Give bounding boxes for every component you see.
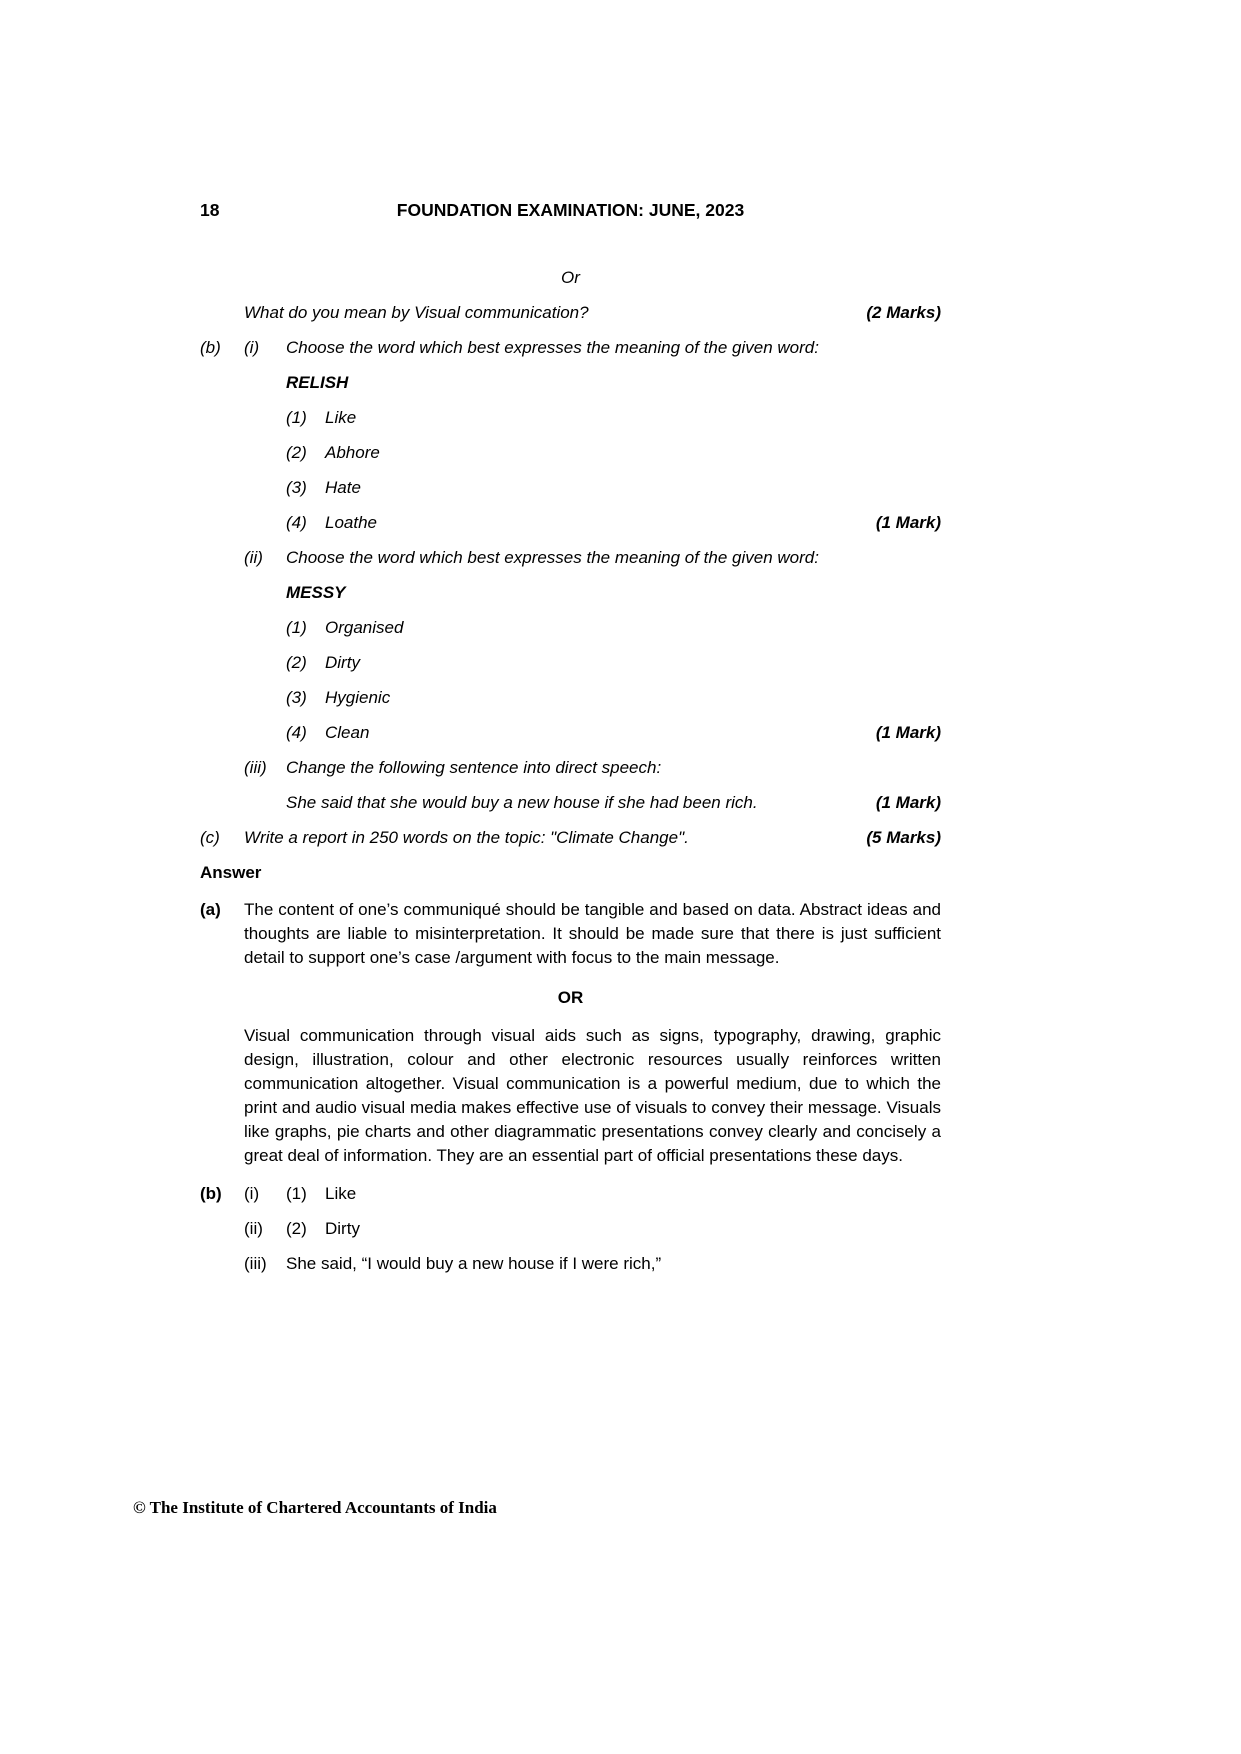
sentence-row (200, 793, 941, 813)
part-iii-prompt: Change the following sentence into direct speech: (286, 758, 662, 777)
option-row (200, 653, 941, 673)
answer-b-label: (b) (200, 1184, 222, 1203)
answer-b-item1-row (200, 1184, 941, 1204)
page-header (200, 200, 941, 220)
option-number: (2) (286, 443, 307, 462)
option-row (200, 688, 941, 708)
option-row (200, 723, 941, 743)
or-separator: Or (561, 268, 580, 287)
option-number: (1) (286, 408, 307, 427)
alt-question-text: What do you mean by Visual communication? (244, 303, 589, 322)
question-b-part-i-row (200, 338, 941, 358)
question-b-part-iii-row (200, 758, 941, 778)
answer-b-ii-text: Dirty (325, 1219, 360, 1238)
answer-or-text: Visual communication through visual aids such as signs, typography, drawing, graphic design, illustration, colour and other electronic resources usually reinforces written communication altogether. Visual communication is a powerful medium, due to which the print and audio visual media makes effective use of visuals to convey their message. Visuals like graphs, pie charts and other diagrammatic presentations convey clearly and concisely a great deal of information. They are an essential part of official presentations these days. (244, 1026, 941, 1165)
option-text: Clean (325, 723, 370, 742)
part-ii-label: (ii) (244, 548, 263, 567)
answer-b-i-label: (i) (244, 1184, 260, 1203)
option-text: Hygienic (325, 688, 391, 707)
answer-a-label: (a) (200, 900, 221, 919)
answer-b-ii-num: (2) (286, 1219, 307, 1238)
option-row (200, 513, 941, 533)
answer-b-item3-row (200, 1254, 941, 1274)
option-number: (3) (286, 478, 307, 497)
alt-question-row (200, 303, 941, 323)
page-title: FOUNDATION EXAMINATION: JUNE, 2023 (396, 200, 745, 220)
answer-a-text: The content of one’s communiqué should be tangible and based on data. Abstract ideas and thoughts are liable to misinterpretation. It should be made sure that there is just sufficient detail to support one’s case /argument with focus to the main message. (244, 900, 941, 967)
option-row (200, 478, 941, 498)
alt-question-marks: (2 Marks) (866, 303, 941, 322)
question-c-text: Write a report in 250 words on the topic: "Climate Change". (244, 828, 689, 847)
question-c-label: (c) (200, 828, 220, 847)
option-text: Hate (325, 478, 361, 497)
question-c-row (200, 828, 941, 848)
option-number: (3) (286, 688, 307, 707)
part-ii-marks: (1 Mark) (875, 723, 941, 742)
page-number: 18 (200, 200, 220, 220)
part-iii-marks: (1 Mark) (875, 793, 941, 812)
vocab-word-messy: MESSY (286, 583, 346, 602)
option-row (200, 618, 941, 638)
question-b-label: (b) (200, 338, 221, 357)
part-ii-prompt: Choose the word which best expresses the meaning of the given word: (286, 548, 819, 567)
option-text: Abhore (325, 443, 380, 462)
option-number: (4) (286, 513, 307, 532)
answer-b-i-num: (1) (286, 1184, 307, 1203)
option-text: Loathe (325, 513, 377, 532)
document-page (200, 200, 941, 1289)
answer-heading: Answer (200, 863, 262, 882)
question-section (200, 268, 941, 848)
option-text: Dirty (325, 653, 360, 672)
answer-b-iii-label: (iii) (244, 1254, 267, 1273)
part-iii-label: (iii) (244, 758, 267, 777)
question-c-marks: (5 Marks) (866, 828, 941, 847)
option-number: (2) (286, 653, 307, 672)
question-b-part-ii-row (200, 548, 941, 568)
answer-b-i-text: Like (325, 1184, 357, 1203)
option-row (200, 443, 941, 463)
footer-copyright: © The Institute of Chartered Accountants of India (133, 1498, 497, 1517)
vocab-word-relish: RELISH (286, 373, 349, 392)
option-text: Like (325, 408, 357, 427)
answer-b-ii-label: (ii) (244, 1219, 263, 1238)
option-number: (1) (286, 618, 307, 637)
part-i-marks: (1 Mark) (875, 513, 941, 532)
answer-section (200, 863, 941, 1274)
option-number: (4) (286, 723, 307, 742)
answer-a-row (200, 898, 941, 970)
option-row (200, 408, 941, 428)
answer-or-separator: OR (557, 988, 584, 1007)
part-i-prompt: Choose the word which best expresses the meaning of the given word: (286, 338, 819, 357)
option-text: Organised (325, 618, 404, 637)
answer-b-item2-row (200, 1219, 941, 1239)
answer-b-iii-text: She said, “I would buy a new house if I were rich,” (286, 1254, 662, 1273)
part-i-label: (i) (244, 338, 260, 357)
sentence-text: She said that she would buy a new house if she had been rich. (286, 793, 758, 812)
